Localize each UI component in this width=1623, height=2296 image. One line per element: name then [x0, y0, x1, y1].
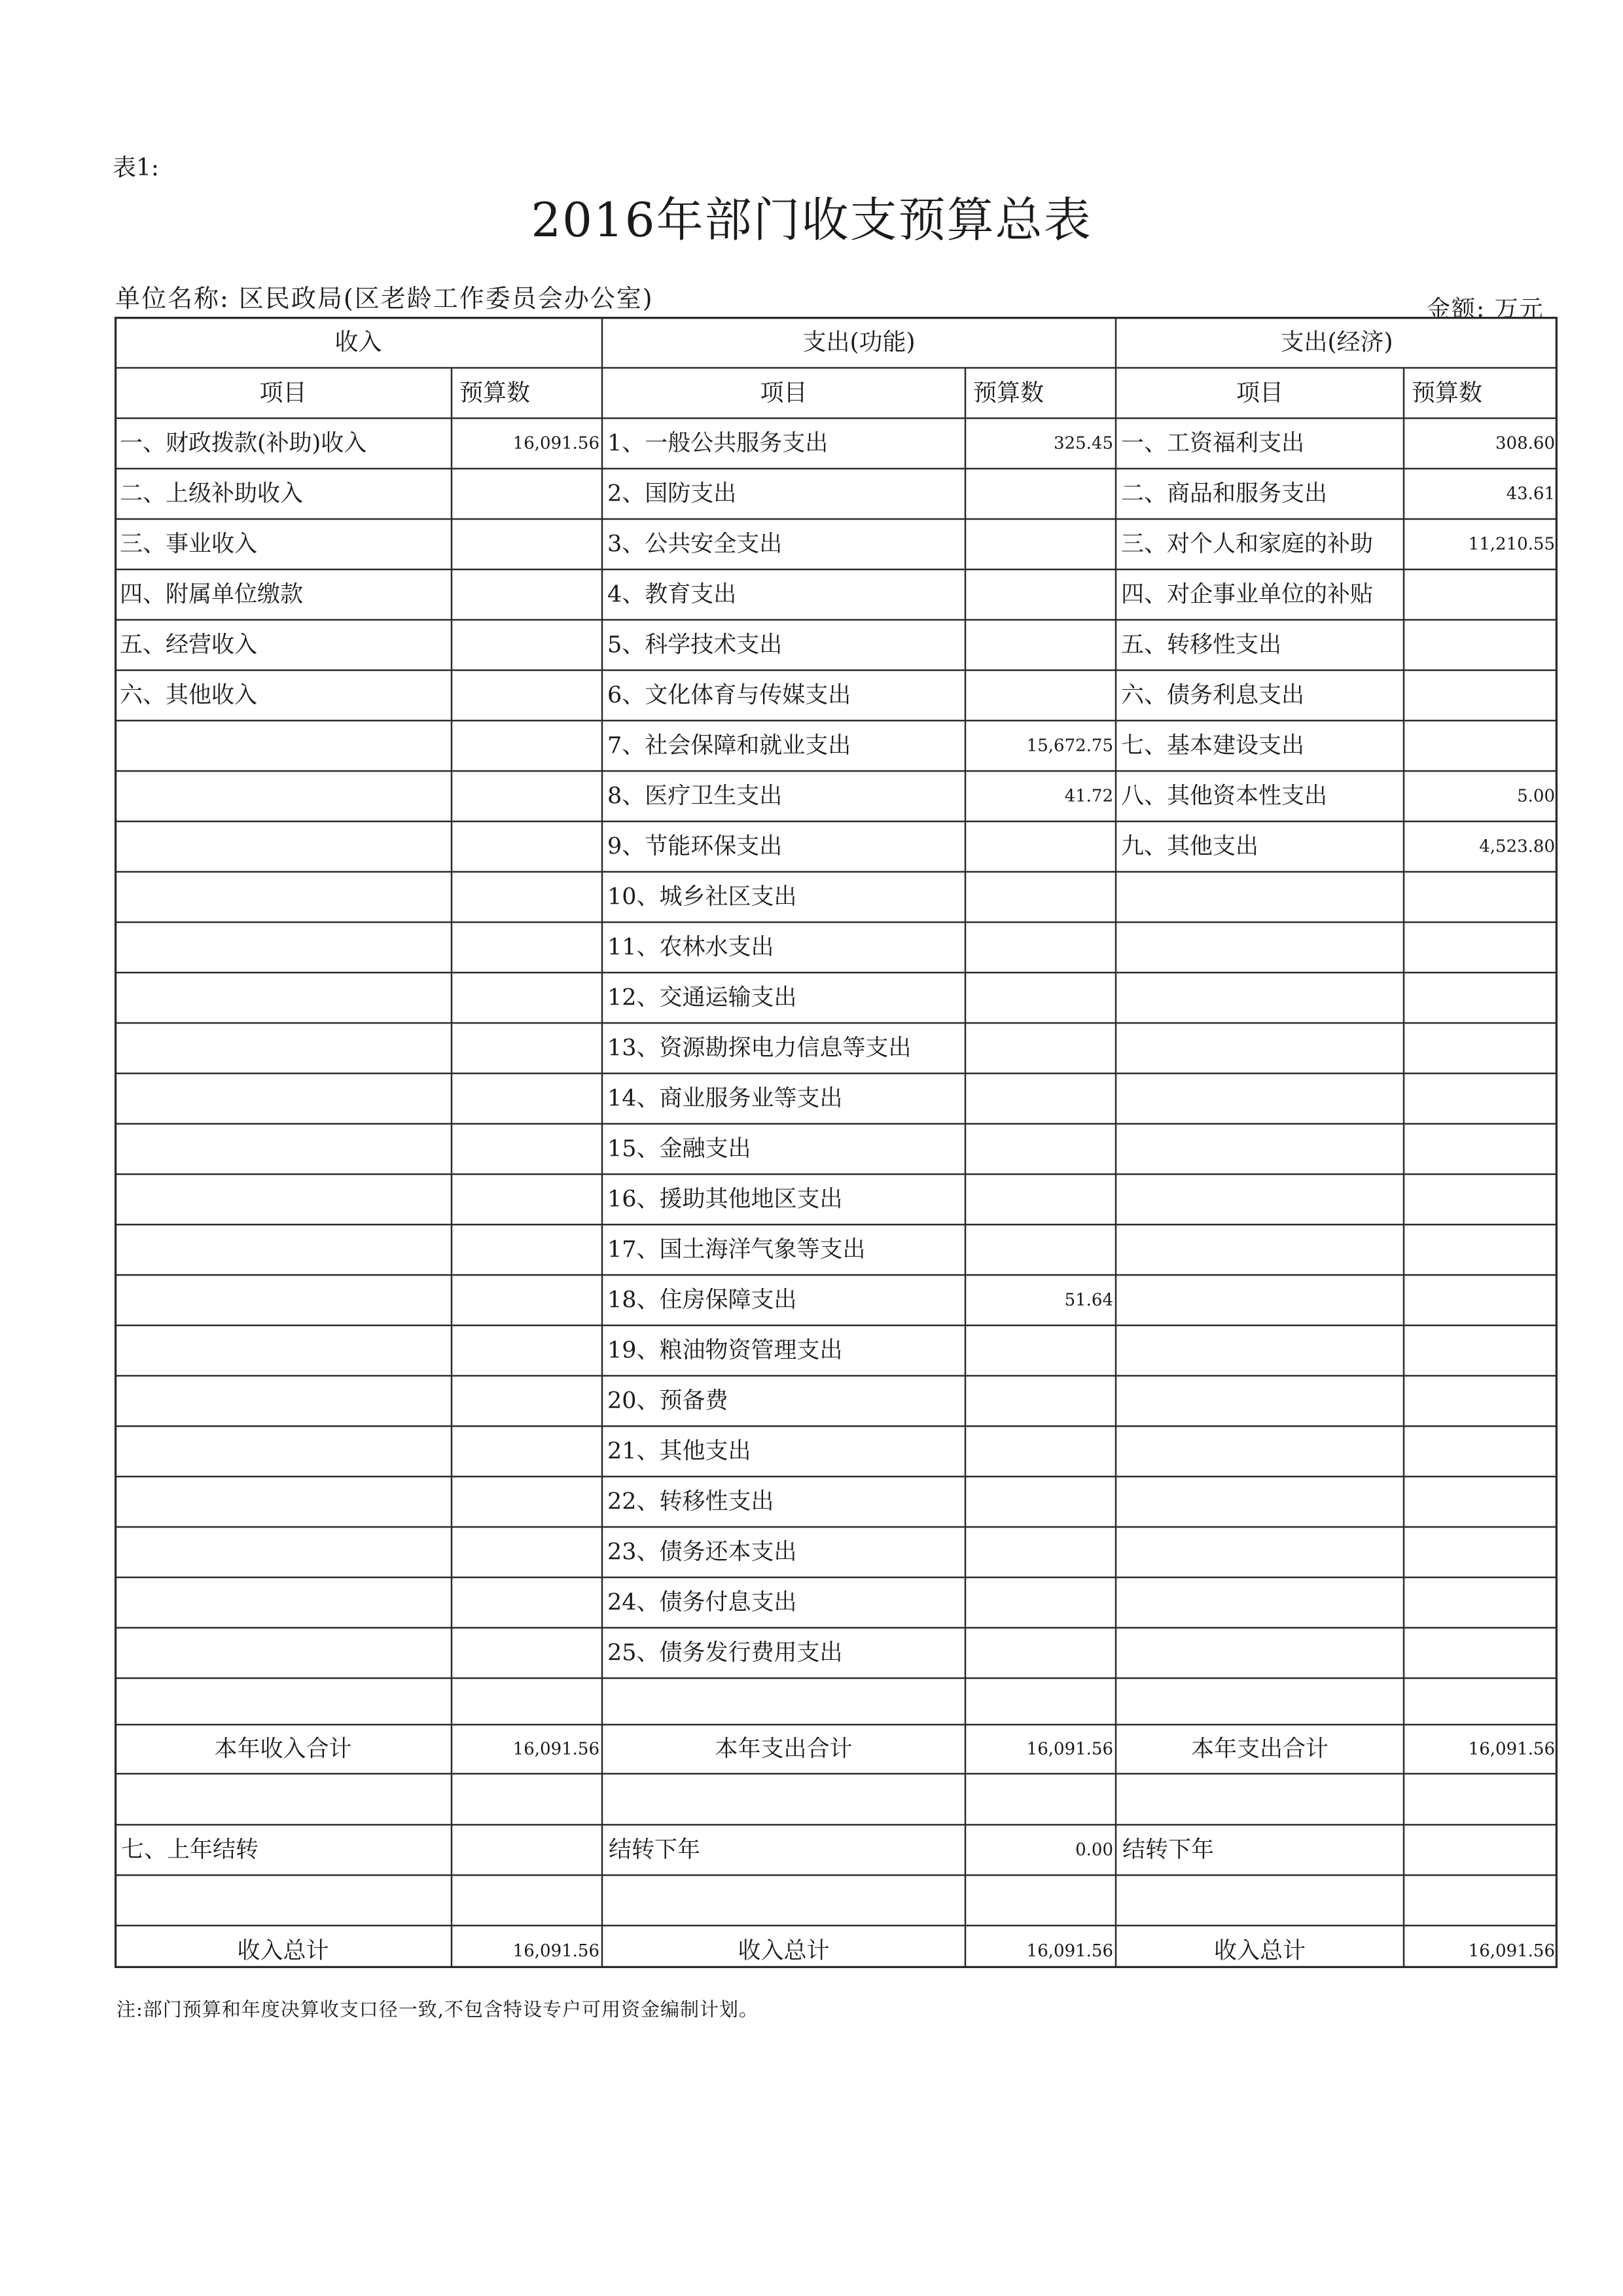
carry-amount: 0.00	[1075, 1840, 1113, 1860]
total-label: 本年支出合计	[1190, 1736, 1329, 1763]
item-cell: 四、附属单位缴款	[120, 581, 304, 608]
item-cell: 4、教育支出	[607, 581, 737, 608]
item-cell: 11、农林水支出	[607, 934, 774, 961]
footnote: 注:部门预算和年度决算收支口径一致,不包含特设专户可用资金编制计划。	[116, 1998, 758, 2020]
item-cell: 四、对企事业单位的补贴	[1121, 581, 1374, 608]
total-label: 本年收入合计	[214, 1736, 352, 1763]
document-title: 2016年部门收支预算总表	[531, 192, 1092, 247]
group-header: 收入	[334, 329, 382, 356]
item-cell: 1、一般公共服务支出	[607, 430, 829, 457]
item-cell: 9、节能环保支出	[607, 833, 783, 860]
unit-name-line: 单位名称: 区民政局(区老龄工作委员会办公室)	[115, 284, 654, 313]
total-amount: 16,091.56	[512, 1739, 599, 1759]
total-amount: 16,091.56	[1026, 1739, 1113, 1759]
item-cell: 23、债务还本支出	[607, 1539, 797, 1566]
amount-cell: 16,091.56	[512, 433, 599, 454]
carry-label: 结转下年	[609, 1837, 701, 1863]
item-cell: 21、其他支出	[607, 1438, 751, 1465]
group-header: 支出(功能)	[802, 329, 916, 356]
amount-cell: 51.64	[1064, 1290, 1113, 1310]
item-cell: 12、交通运输支出	[607, 984, 797, 1011]
item-cell: 14、商业服务业等支出	[607, 1085, 843, 1112]
grand-total-amount: 16,091.56	[512, 1941, 599, 1961]
grand-total-label: 收入总计	[738, 1938, 830, 1964]
item-cell: 24、债务付息支出	[607, 1589, 797, 1616]
item-cell: 三、对个人和家庭的补助	[1121, 531, 1374, 558]
item-cell: 25、债务发行费用支出	[607, 1640, 843, 1666]
item-cell: 18、住房保障支出	[607, 1287, 797, 1314]
item-cell: 19、粮油物资管理支出	[607, 1337, 843, 1364]
item-cell: 二、上级补助收入	[120, 480, 304, 507]
grand-total-label: 收入总计	[237, 1938, 329, 1964]
column-header: 项目	[259, 380, 307, 406]
table-label: 表1:	[113, 154, 160, 181]
carry-label: 七、上年结转	[121, 1837, 259, 1863]
column-header: 项目	[760, 380, 808, 406]
item-cell: 20、预备费	[607, 1388, 728, 1414]
amount-unit: 金额: 万元	[1427, 296, 1544, 323]
item-cell: 13、资源勘探电力信息等支出	[607, 1035, 912, 1062]
amount-cell: 41.72	[1064, 786, 1113, 806]
table-grid-lines	[115, 317, 1558, 1968]
item-cell: 五、经营收入	[120, 632, 258, 658]
item-cell: 16、援助其他地区支出	[607, 1186, 843, 1213]
column-header: 项目	[1236, 380, 1284, 406]
item-cell: 17、国土海洋气象等支出	[607, 1236, 866, 1263]
item-cell: 五、转移性支出	[1121, 632, 1282, 658]
item-cell: 七、基本建设支出	[1121, 732, 1305, 759]
total-amount: 16,091.56	[1468, 1739, 1555, 1759]
item-cell: 一、工资福利支出	[1121, 430, 1305, 457]
grand-total-amount: 16,091.56	[1026, 1941, 1113, 1961]
item-cell: 6、文化体育与传媒支出	[607, 682, 851, 709]
amount-cell: 5.00	[1517, 786, 1555, 806]
total-label: 本年支出合计	[715, 1736, 853, 1763]
item-cell: 一、财政拨款(补助)收入	[120, 430, 367, 457]
item-cell: 八、其他资本性支出	[1121, 783, 1328, 810]
column-header: 预算数	[973, 380, 1044, 406]
item-cell: 二、商品和服务支出	[1121, 480, 1328, 507]
grand-total-label: 收入总计	[1213, 1938, 1306, 1964]
budget-table	[115, 317, 1558, 1968]
amount-cell: 15,672.75	[1026, 736, 1113, 756]
item-cell: 22、转移性支出	[607, 1488, 774, 1515]
amount-cell: 325.45	[1054, 433, 1113, 454]
item-cell: 8、医疗卫生支出	[607, 783, 783, 810]
amount-cell: 43.61	[1506, 484, 1555, 504]
column-header: 预算数	[459, 380, 531, 406]
item-cell: 六、其他收入	[120, 682, 258, 709]
item-cell: 5、科学技术支出	[607, 632, 783, 658]
item-cell: 10、城乡社区支出	[607, 884, 797, 910]
grand-total-amount: 16,091.56	[1468, 1941, 1555, 1961]
amount-cell: 4,523.80	[1479, 836, 1555, 857]
item-cell: 15、金融支出	[607, 1136, 751, 1162]
item-cell: 7、社会保障和就业支出	[607, 732, 851, 759]
carry-label: 结转下年	[1122, 1837, 1215, 1863]
column-header: 预算数	[1412, 380, 1483, 406]
table-cells	[120, 329, 1555, 1965]
item-cell: 九、其他支出	[1121, 833, 1259, 860]
item-cell: 六、债务利息支出	[1121, 682, 1305, 709]
item-cell: 3、公共安全支出	[607, 531, 783, 558]
item-cell: 三、事业收入	[120, 531, 258, 558]
amount-cell: 11,210.55	[1468, 534, 1555, 554]
table-border	[116, 318, 1557, 1967]
amount-cell: 308.60	[1495, 433, 1555, 454]
group-header: 支出(经济)	[1280, 329, 1393, 356]
item-cell: 2、国防支出	[607, 480, 737, 507]
